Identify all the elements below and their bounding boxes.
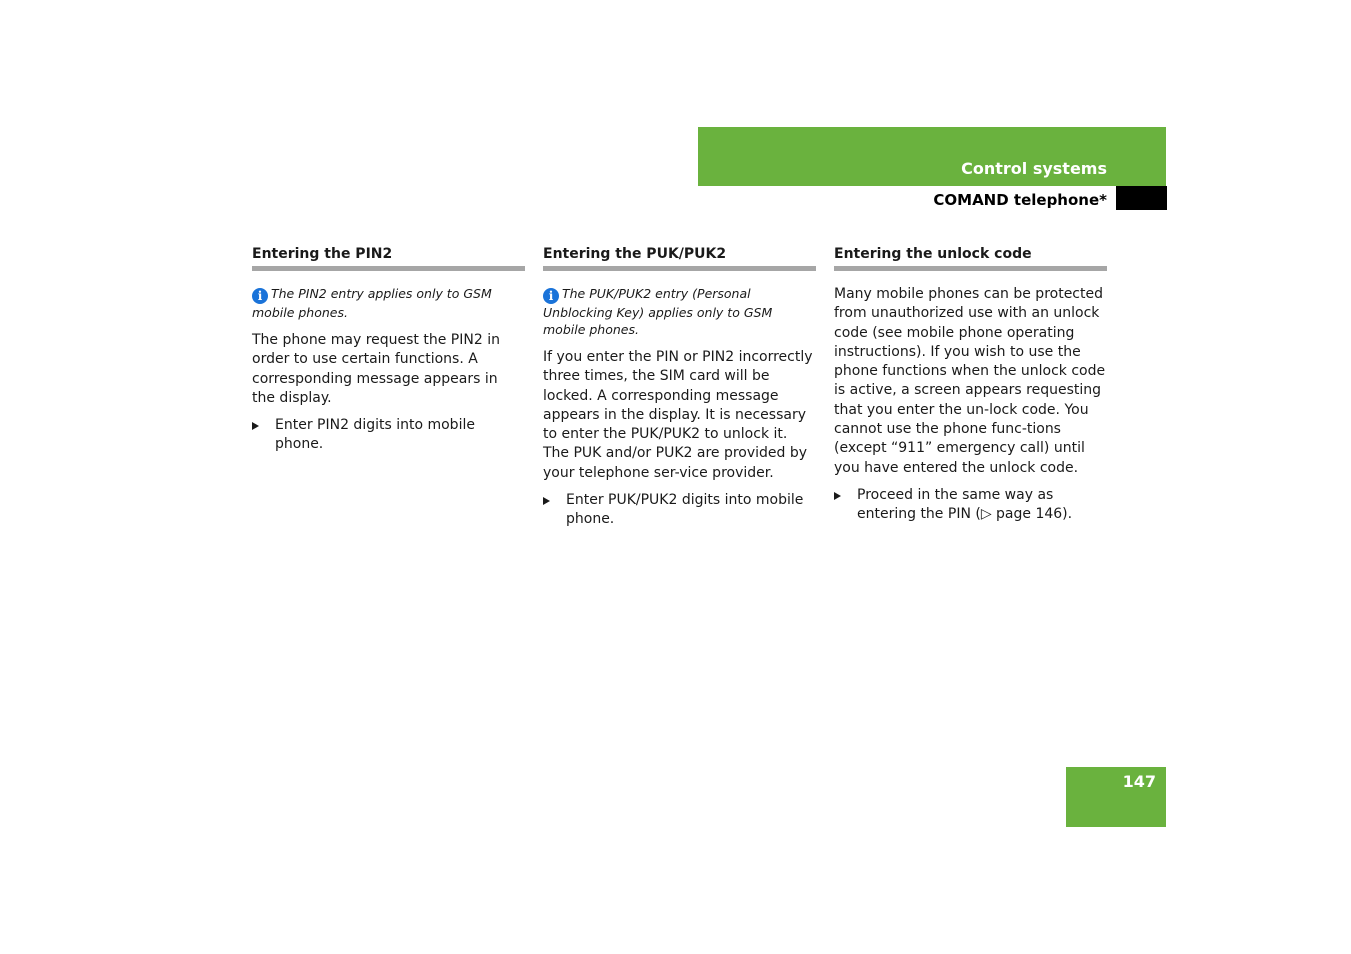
triangle-right-icon [252,422,259,430]
step-item [252,416,525,455]
column-entering-unlock-code [834,245,1107,533]
body-paragraph: The phone may request the PIN2 in order to use certain functions. A corresponding message appears in the display. [252,332,500,406]
triangle-right-icon [543,497,550,505]
page-number: 147 [1122,772,1156,791]
section-title: Control systems [961,159,1107,178]
step-text: Proceed in the same way as entering the PIN (▷ page 146). [857,486,1073,523]
info-note-text: The PUK/PUK2 entry (Personal Unblocking Key) applies only to GSM mobile phones. [543,286,773,337]
body-paragraph: If you enter the PIN or PIN2 incorrectly three times, the SIM card will be locked. A corresponding message appears in the display. It is necessary to enter the PUK/PUK2 to unlock it. The PUK and/or PUK2 are provided by your telephone ser-vice provider. [543,349,813,481]
column-entering-pin2 [252,245,525,463]
info-note [543,285,816,338]
section-heading: Entering the PIN2 [252,245,525,271]
section-heading: Entering the unlock code [834,245,1107,271]
triangle-right-icon [834,492,841,500]
info-icon: i [252,288,268,304]
section-tab-marker [1116,186,1167,210]
info-note-text: The PIN2 entry applies only to GSM mobile phones. [252,286,492,320]
section-heading: Entering the PUK/PUK2 [543,245,816,271]
page-number-box [1066,767,1166,827]
subsection-title: COMAND telephone* [933,191,1107,209]
step-text: Enter PUK/PUK2 digits into mobile phone. [566,492,804,528]
body-paragraph: Many mobile phones can be protected from unauthorized use with an unlock code (see mobile phone operating instructions). If you wish to use the phone functions when the unlock code is active, a screen appears requesting that you enter the un-lock code. You cannot use the phone func-tions (except “911” emergency call) until you have entered the unlock code. [834,286,1106,476]
step-item [834,486,1107,525]
step-text: Enter PIN2 digits into mobile phone. [275,417,475,453]
info-icon: i [543,288,559,304]
info-note [252,285,525,321]
column-entering-puk [543,245,816,538]
step-item [543,491,816,530]
